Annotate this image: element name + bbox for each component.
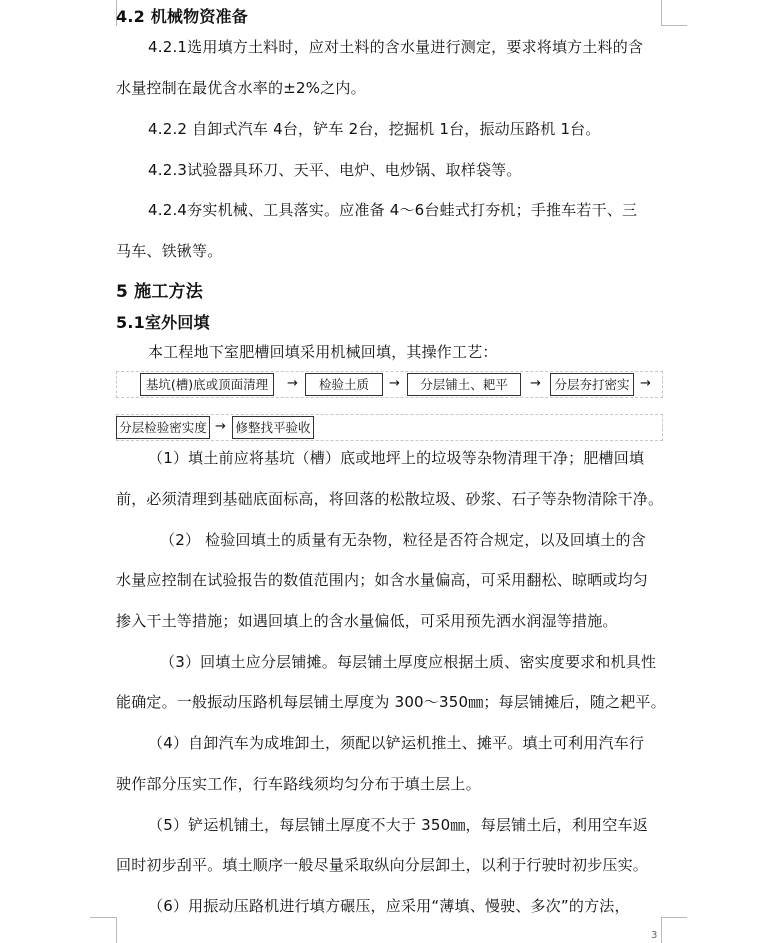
flow-step-5: 分层检验密实度: [116, 416, 210, 439]
arrow-right-icon: →: [530, 376, 541, 391]
section-heading-5: 5 施工方法: [116, 282, 203, 302]
flow-step-6: 修整找平验收: [232, 416, 314, 439]
page-number: 3: [651, 930, 658, 941]
arrow-right-icon: →: [640, 376, 651, 391]
paragraph-4-2-2: 4.2.2 自卸式汽车 4台，铲车 2台，挖掘机 1台，振动压路机 1台。: [148, 120, 601, 138]
section-heading-4-2: 4.2 机械物资准备: [116, 7, 248, 26]
crop-mark: [661, 25, 687, 26]
flow-step-2: 检验土质: [305, 373, 383, 396]
paragraph-4-line1: （4）自卸汽车为成堆卸土，须配以铲运机推土、摊平。填土可利用汽车行: [148, 734, 645, 752]
section-heading-5-1: 5.1室外回填: [116, 313, 210, 332]
arrow-right-icon: →: [389, 376, 400, 391]
arrow-right-icon: →: [215, 419, 226, 434]
paragraph-5-line1: （5）铲运机铺土，每层铺土厚度不大于 350㎜，每层铺土后，利用空车返: [148, 816, 648, 834]
paragraph-4-2-1-line2: 水量控制在最优含水率的±2%之内。: [116, 79, 366, 97]
paragraph-2-line1: （2） 检验回填土的质量有无杂物，粒径是否符合规定，以及回填土的含: [160, 531, 646, 549]
paragraph-4-2-4-line2: 马车、铁锹等。: [116, 242, 223, 260]
paragraph-1-line2: 前，必须清理到基础底面标高，将回落的松散垃圾、砂浆、石子等杂物清除干净。: [116, 490, 664, 508]
flow-step-4: 分层夯打密实: [550, 373, 634, 396]
paragraph-4-2-3: 4.2.3试验器具环刀、天平、电炉、电炒锅、取样袋等。: [148, 161, 522, 179]
paragraph-4-line2: 驶作部分压实工作，行车路线须均匀分布于填土层上。: [116, 775, 481, 793]
crop-mark: [661, 0, 662, 26]
paragraph-3-line1: （3）回填土应分层铺摊。每层铺土厚度应根据土质、密实度要求和机具性: [160, 653, 657, 671]
paragraph-4-2-4-line1: 4.2.4夯实机械、工具落实。应准备 4～6台蛙式打夯机；手推车若干、三: [148, 201, 638, 219]
crop-mark: [116, 917, 117, 943]
crop-mark: [661, 917, 687, 918]
paragraph-6-line1: （6）用振动压路机进行填方碾压，应采用“薄填、慢驶、多次”的方法，: [148, 897, 630, 915]
crop-mark: [90, 917, 116, 918]
flow-step-3: 分层铺土、耙平: [407, 373, 521, 396]
crop-mark: [661, 917, 662, 943]
paragraph-5-line2: 回时初步刮平。填土顺序一般尽量采取纵向分层卸土，以利于行驶时初步压实。: [116, 856, 649, 874]
paragraph-2-line2: 水量应控制在试验报告的数值范围内；如含水量偏高，可采用翻松、晾晒或均匀: [116, 571, 649, 589]
paragraph-3-line2: 能确定。一般振动压路机每层铺土厚度为 300～350㎜；每层铺摊后，随之耙平。: [116, 693, 666, 711]
flow-step-1: 基坑(槽)底或顶面清理: [140, 373, 274, 396]
paragraph-2-line3: 掺入干土等措施；如遇回填上的含水量偏低，可采用预先洒水润湿等措施。: [116, 612, 618, 630]
paragraph-intro: 本工程地下室肥槽回填采用机械回填，其操作工艺：: [148, 343, 498, 361]
paragraph-4-2-1-line1: 4.2.1选用填方土料时，应对土料的含水量进行测定，要求将填方土料的含: [148, 38, 644, 56]
paragraph-1-line1: （1）填土前应将基坑（槽）底或地坪上的垃圾等杂物清理干净；肥槽回填: [148, 449, 645, 467]
arrow-right-icon: →: [287, 376, 298, 391]
